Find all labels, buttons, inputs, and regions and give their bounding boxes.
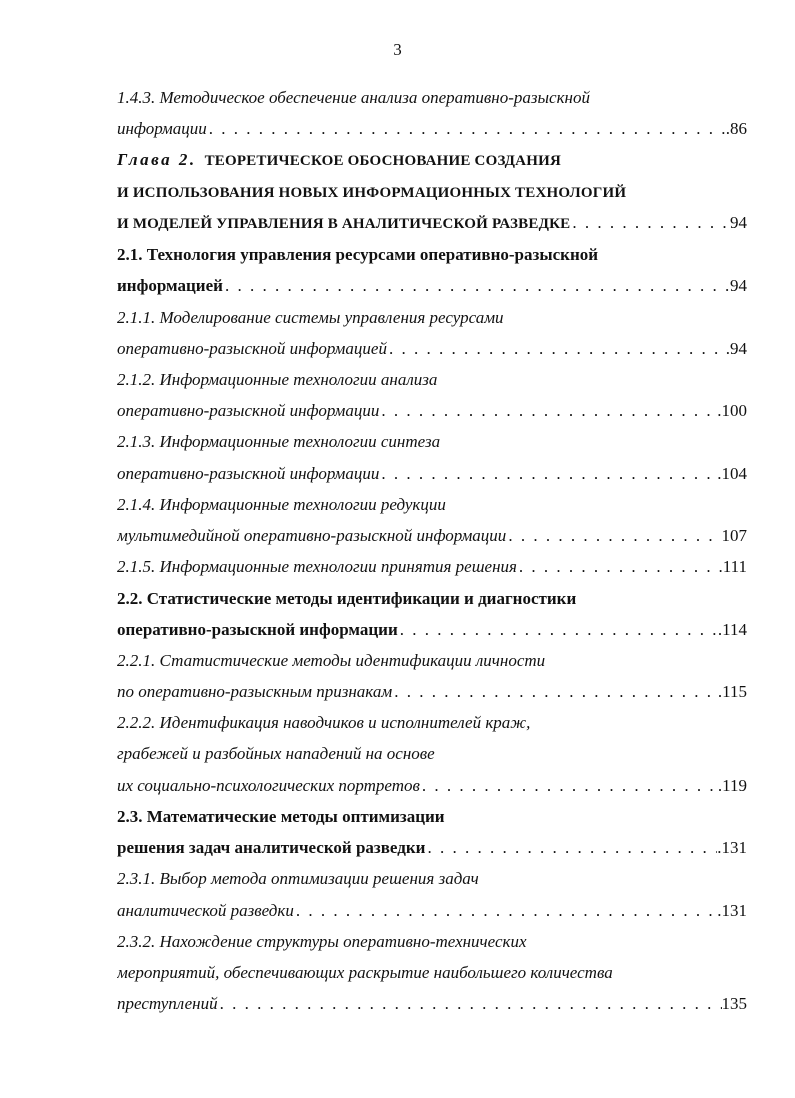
toc-entry-1-4-3-line2: информации . . . .86 — [117, 117, 747, 141]
chapter-label: Глава 2. — [117, 150, 197, 169]
toc-entry-2-1-2-line2: оперативно-разыскной информации . . . .100 — [117, 399, 747, 423]
toc-section-2-3-line2: решения задач аналитической разведки . . . .131 — [117, 836, 747, 860]
leader-dots — [392, 680, 718, 704]
leader-dots — [294, 899, 717, 923]
leader-dots — [570, 211, 730, 235]
toc-entry-2-1-4-line1: 2.1.4. Информационные технологии редукции — [117, 495, 446, 514]
leader-dots — [506, 524, 721, 548]
toc-entry-2-3-2-line1: 2.3.2. Нахождение структуры оперативно-технических — [117, 932, 527, 951]
leader-dots — [425, 836, 717, 860]
page-ref: .131 — [717, 838, 747, 857]
toc-section-2-3-line1: 2.3. Математические методы оптимизации — [117, 807, 445, 826]
toc-entry-2-2-1-line2: по оперативно-разыскным признакам . . . .115 — [117, 680, 747, 704]
toc-entry-2-3-2-line2: мероприятий, обеспечивающих раскрытие наибольшего количества — [117, 963, 613, 982]
toc-entry-2-1-5: 2.1.5. Информационные технологии принятия решения . . . .111 — [117, 555, 747, 579]
toc-entry-2-2-2-line2: грабежей и разбойных нападений на основе — [117, 744, 435, 763]
page-ref: .111 — [718, 557, 747, 576]
leader-dots — [379, 399, 717, 423]
toc-entry-2-1-1-line2: оперативно-разыскной информацией . . . .94 — [117, 337, 747, 361]
page-ref: .131 — [717, 901, 747, 920]
page-ref: .86 — [725, 119, 747, 138]
chapter-2-heading-line3: И МОДЕЛЕЙ УПРАВЛЕНИЯ В АНАЛИТИЧЕСКОЙ РАЗВЕДКЕ . . . 94 — [117, 211, 747, 235]
toc-section-2-2-line2: оперативно-разыскной информации . . . .114 — [117, 618, 747, 642]
page-ref: 94 — [730, 213, 747, 232]
page-ref: 94 — [730, 276, 747, 295]
leader-dots — [218, 992, 722, 1016]
leader-dots — [223, 274, 730, 298]
page-ref: .100 — [717, 401, 747, 420]
page-ref: .104 — [717, 464, 747, 483]
page-ref: .114 — [717, 620, 747, 639]
leader-dots — [517, 555, 719, 579]
toc-section-2-1-line1: 2.1. Технология управления ресурсами оперативно-разыскной — [117, 245, 599, 264]
toc-entry-2-3-2-line3: преступлений . . . 135 — [117, 992, 747, 1016]
page-number: 3 — [393, 40, 402, 59]
toc-entry-2-2-2-line1: 2.2.2. Идентификация наводчиков и исполнителей краж, — [117, 713, 531, 732]
toc-section-2-1-line2: информацией . . . 94 — [117, 274, 747, 298]
leader-dots — [207, 117, 726, 141]
toc-section-2-2-line1: 2.2. Статистические методы идентификации и диагностики — [117, 589, 577, 608]
leader-dots — [379, 462, 717, 486]
page-ref: 107 — [721, 526, 747, 545]
chapter-2-heading-line2: И ИСПОЛЬЗОВАНИЯ НОВЫХ ИНФОРМАЦИОННЫХ ТЕХНОЛОГИЙ — [117, 185, 627, 201]
toc-entry-2-2-2-line3: их социально-психологических портретов . . . .119 — [117, 774, 747, 798]
toc-entry-2-1-2-line1: 2.1.2. Информационные технологии анализа — [117, 370, 438, 389]
toc-entry-2-1-1-line1: 2.1.1. Моделирование системы управления ресурсами — [117, 308, 504, 327]
toc-entry-2-1-3-line2: оперативно-разыскной информации . . . .104 — [117, 462, 747, 486]
leader-dots — [420, 774, 718, 798]
page-ref: .119 — [717, 776, 747, 795]
toc-entry-1-4-3-line1: 1.4.3. Методическое обеспечение анализа оперативно-разыскной — [117, 88, 590, 107]
toc-entry-2-3-1-line2: аналитической разведки . . . .131 — [117, 899, 747, 923]
page-ref: 135 — [721, 994, 747, 1013]
leader-dots — [387, 337, 726, 361]
toc-entry-2-3-1-line1: 2.3.1. Выбор метода оптимизации решения задач — [117, 869, 479, 888]
page-ref: .115 — [717, 682, 747, 701]
leader-dots — [398, 618, 718, 642]
page-ref: .94 — [725, 339, 747, 358]
toc-entry-2-2-1-line1: 2.2.1. Статистические методы идентификации личности — [117, 651, 546, 670]
toc-entry-2-1-3-line1: 2.1.3. Информационные технологии синтеза — [117, 432, 441, 451]
toc-entry-2-1-4-line2: мультимедийной оперативно-разыскной информации . . . 107 — [117, 524, 747, 548]
chapter-2-heading-line1: Глава 2. ТЕОРЕТИЧЕСКОЕ ОБОСНОВАНИЕ СОЗДАНИЯ — [117, 150, 561, 169]
